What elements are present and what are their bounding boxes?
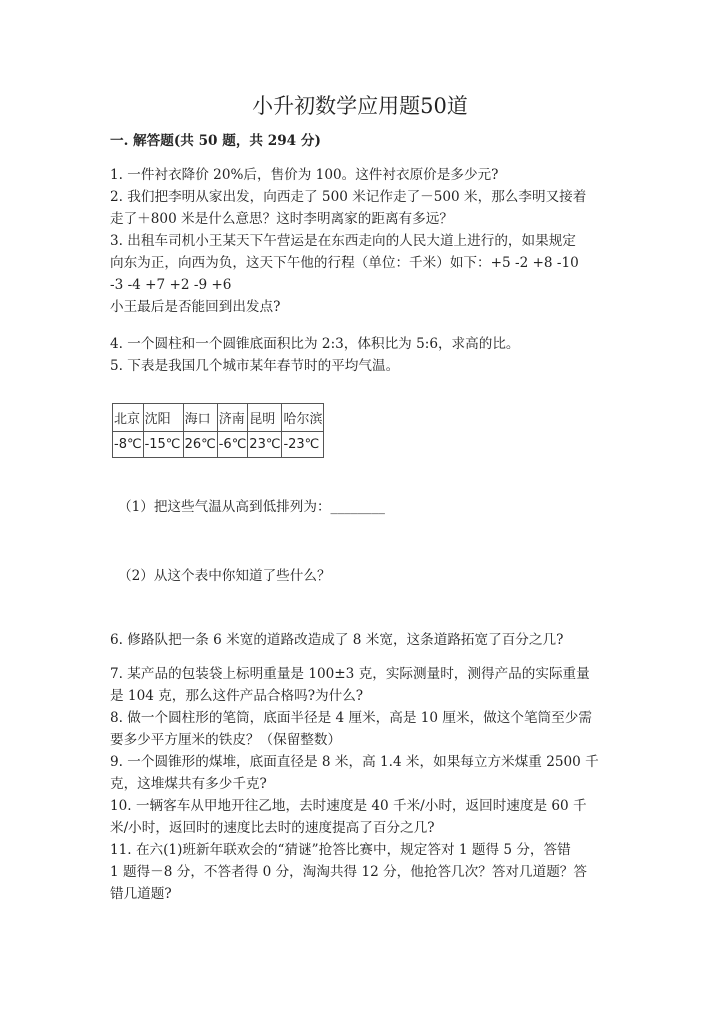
question-line: 6. 修路队把一条 6 米宽的道路改造成了 8 米宽，这条道路拓宽了百分之几? xyxy=(110,632,564,648)
question-line: 1. 一件衬衣降价 20%后，售价为 100。这件衬衣原价是多少元? xyxy=(110,167,499,183)
question-line: 5. 下表是我国几个城市某年春节时的平均气温。 xyxy=(110,358,400,374)
table-cell: -15℃ xyxy=(143,432,183,458)
question-line: 4. 一个圆柱和一个圆锥底面积比为 2:3，体积比为 5:6，求高的比。 xyxy=(110,336,520,352)
question-line: -3 -4 +7 +2 -9 +6 xyxy=(110,277,232,293)
question-line: 7. 某产品的包装袋上标明重量是 100±3 克，实际测量时，测得产品的实际重量 xyxy=(110,666,590,682)
question-line: （2）从这个表中你知道了些什么？ xyxy=(118,568,331,584)
table-cell: 济南 xyxy=(217,404,248,432)
table-cell: 23℃ xyxy=(248,432,282,458)
question-line: 8. 做一个圆柱形的笔筒，底面半径是 4 厘米，高是 10 厘米，做这个笔筒至少需 xyxy=(110,710,592,726)
question-line: 9. 一个圆锥形的煤堆，底面直径是 8 米，高 1.4 米，如果每立方米煤重 2500 千 xyxy=(110,754,599,770)
table-cell: 哈尔滨 xyxy=(282,404,324,432)
table-row-cities xyxy=(113,404,324,432)
table-cell: 昆明 xyxy=(248,404,282,432)
table-cell: -6℃ xyxy=(217,432,248,458)
question-line: 错几道题? xyxy=(110,886,172,902)
page-title: 小升初数学应用题50道 xyxy=(252,94,468,118)
section-heading: 一. 解答题(共 50 题，共 294 分) xyxy=(110,133,321,149)
question-line: 3. 出租车司机小王某天下午营运是在东西走向的人民大道上进行的，如果规定 xyxy=(110,233,576,249)
table-row-temps xyxy=(113,432,324,458)
question-line: 11. 在六(1)班新年联欢会的“猜谜”抢答比赛中，规定答对 1 题得 5 分，答错 xyxy=(110,842,571,858)
question-line: 2. 我们把李明从家出发，向西走了 500 米记作走了－500 米，那么李明又接着 xyxy=(110,189,587,205)
question-line: 米/小时，返回时的速度比去时的速度提高了百分之几? xyxy=(110,820,435,836)
question-line: 克，这堆煤共有多少千克? xyxy=(110,776,267,792)
temperature-table xyxy=(112,403,324,458)
question-line: 1 题得－8 分，不答者得 0 分，淘淘共得 12 分，他抢答几次？答对几道题？答 xyxy=(110,864,587,880)
table-cell: -8℃ xyxy=(113,432,144,458)
question-line: 要多少平方厘米的铁皮？（保留整数） xyxy=(110,732,342,748)
table-cell: -23℃ xyxy=(282,432,324,458)
question-line: （1）把这些气温从高到低排列为：________ xyxy=(118,499,385,515)
table-cell: 26℃ xyxy=(183,432,217,458)
table-cell: 海口 xyxy=(183,404,217,432)
question-line: 10. 一辆客车从甲地开往乙地，去时速度是 40 千米/小时，返回时速度是 60 千 xyxy=(110,798,587,814)
question-line: 是 104 克，那么这件产品合格吗?为什么? xyxy=(110,688,364,704)
table-cell: 北京 xyxy=(113,404,144,432)
question-line: 走了＋800 米是什么意思？这时李明离家的距离有多远？ xyxy=(110,211,453,227)
table-cell: 沈阳 xyxy=(143,404,183,432)
question-line: 小王最后是否能回到出发点? xyxy=(110,299,281,315)
question-line: 向东为正，向西为负，这天下午他的行程（单位：千米）如下：+5 -2 +8 -10 xyxy=(110,255,579,271)
